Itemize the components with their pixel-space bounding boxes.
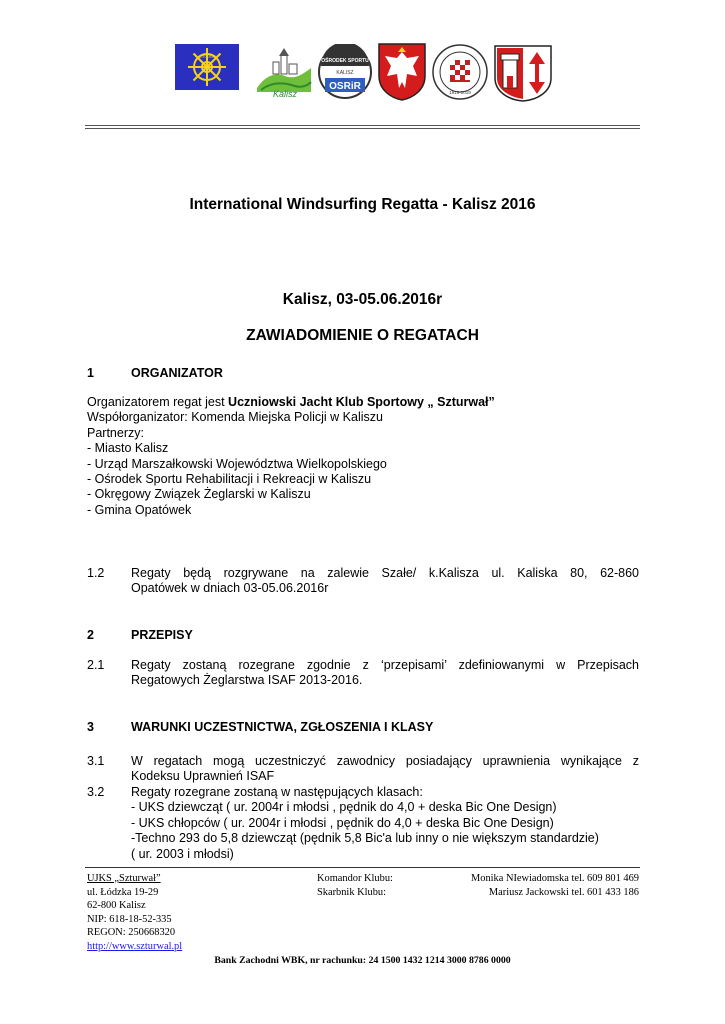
organizer-line: [87, 395, 637, 410]
footer-street: ul. Łódzka 19-29: [87, 886, 159, 898]
document-title: International Windsurfing Regatta - Kalisz 2016: [189, 196, 536, 213]
footer-club-name: UJKS „Szturwał”: [87, 873, 161, 884]
footer-nip: NIP: 618-18-52-335: [87, 913, 172, 925]
footer-contacts: [427, 872, 639, 899]
logo-strip: [175, 40, 555, 110]
paragraph-number: 3.1: [87, 754, 105, 768]
svg-text:1919-2019: 1919-2019: [449, 90, 471, 95]
szturwal-logo: [175, 44, 239, 90]
class-item: - UKS dziewcząt ( ur. 2004r i młodsi , pędnik do 4,0 + deska Bic One Design): [131, 800, 557, 815]
svg-text:OSRiR: OSRiR: [329, 81, 361, 92]
commander-contact: Monika NIewiadomska tel. 609 801 469: [471, 873, 639, 884]
paragraph-body: [131, 785, 639, 862]
svg-text:KALISZ: KALISZ: [336, 70, 354, 76]
paragraph-body: [131, 658, 639, 689]
treasurer-contact: Mariusz Jackowski tel. 601 433 186: [488, 886, 639, 898]
partner-item: - Miasto Kalisz: [87, 441, 169, 456]
class-item: -Techno 293 do 5,8 dziewcząt (pędnik 5,8 Bic'a lub inny o nie większym standardzie): [131, 831, 599, 846]
partner-item: - Gmina Opatówek: [87, 502, 192, 517]
paragraph-line: Regaty będą rozgrywane na zalewie Szałe/ k.Kalisza ul. Kaliska 80, 62-860: [131, 566, 639, 580]
opatowek-crest-logo: [493, 44, 553, 102]
organizer-prefix: Organizatorem regat jest: [87, 395, 229, 409]
paragraph-number: 1.2: [87, 566, 105, 580]
paragraph-number: 2.1: [87, 658, 105, 672]
paragraph-line: Regaty zostaną rozegrane zgodnie z ‘przepisami’ zdefiniowanymi w Przepisach: [131, 658, 639, 672]
footer-club-info: [87, 872, 182, 954]
paragraph-body: [131, 566, 639, 597]
footer-roles: [317, 872, 393, 899]
section-label: WARUNKI UCZESTNICTWA, ZGŁOSZENIA I KLASY: [131, 720, 434, 734]
svg-text:OŚRODEK SPORTU: OŚRODEK SPORTU: [321, 58, 369, 64]
paragraph-line: Kodeksu Uprawnień ISAF: [131, 769, 275, 784]
header-divider-second: [85, 128, 640, 129]
footer-divider: [85, 867, 640, 868]
footer-city: 62-800 Kalisz: [87, 900, 146, 912]
kalisz-city-logo: [255, 48, 313, 98]
co-organizer-line: Współorganizator: Komenda Miejska Policji w Kaliszu: [87, 410, 383, 425]
ozz-anniversary-logo: [431, 42, 489, 102]
partners-label: Partnerzy:: [87, 425, 144, 440]
notice-heading: ZAWIADOMIENIE O REGATACH: [246, 327, 479, 344]
organizer-club-name: Uczniowski Jacht Klub Sportowy „ Szturwał”: [228, 395, 495, 409]
osrir-logo: [317, 44, 373, 100]
footer-website-link[interactable]: http://www.szturwal.pl: [87, 940, 183, 952]
place-date: Kalisz, 03-05.06.2016r: [282, 291, 443, 308]
footer-regon: REGON: 250668320: [87, 927, 176, 939]
partner-item: - Okręgowy Związek Żeglarski w Kaliszu: [87, 487, 311, 502]
section-number: 2: [87, 628, 94, 642]
paragraph-line: Regatowych Żeglarstwa ISAF 2013-2016.: [131, 673, 363, 688]
wielkopolska-eagle-logo: [377, 42, 427, 102]
section-label: PRZEPISY: [131, 628, 193, 642]
treasurer-label: Skarbnik Klubu:: [317, 886, 386, 898]
header-divider: [85, 125, 640, 126]
commander-label: Komandor Klubu:: [317, 873, 393, 884]
class-item: ( ur. 2003 i młodsi): [131, 846, 234, 861]
partner-item: - Urząd Marszałkowski Województwa Wielkopolskiego: [87, 456, 387, 471]
paragraph-body: [131, 754, 639, 785]
section-number: 1: [87, 366, 94, 380]
paragraph-line: Opatówek w dniach 03-05.06.2016r: [131, 581, 329, 596]
paragraph-line: Regaty rozegrane zostaną w następujących klasach:: [131, 785, 423, 799]
svg-text:STERING: STERING: [198, 54, 216, 59]
section-label: ORGANIZATOR: [131, 366, 223, 380]
paragraph-line: W regatach mogą uczestniczyć zawodnicy posiadający uprawnienia wynikające z: [131, 754, 639, 768]
paragraph-number: 3.2: [87, 785, 105, 799]
svg-text:Kalisz: Kalisz: [272, 89, 298, 98]
class-item: - UKS chłopców ( ur. 2004r i młodsi , pędnik do 4,0 + deska Bic One Design): [131, 815, 554, 830]
bank-account: Bank Zachodni WBK, nr rachunku: 24 1500 1432 1214 3000 8786 0000: [214, 955, 511, 966]
section-number: 3: [87, 720, 94, 734]
organizer-paragraph: [87, 395, 637, 518]
partner-item: - Ośrodek Sportu Rehabilitacji i Rekreacji w Kaliszu: [87, 472, 372, 487]
